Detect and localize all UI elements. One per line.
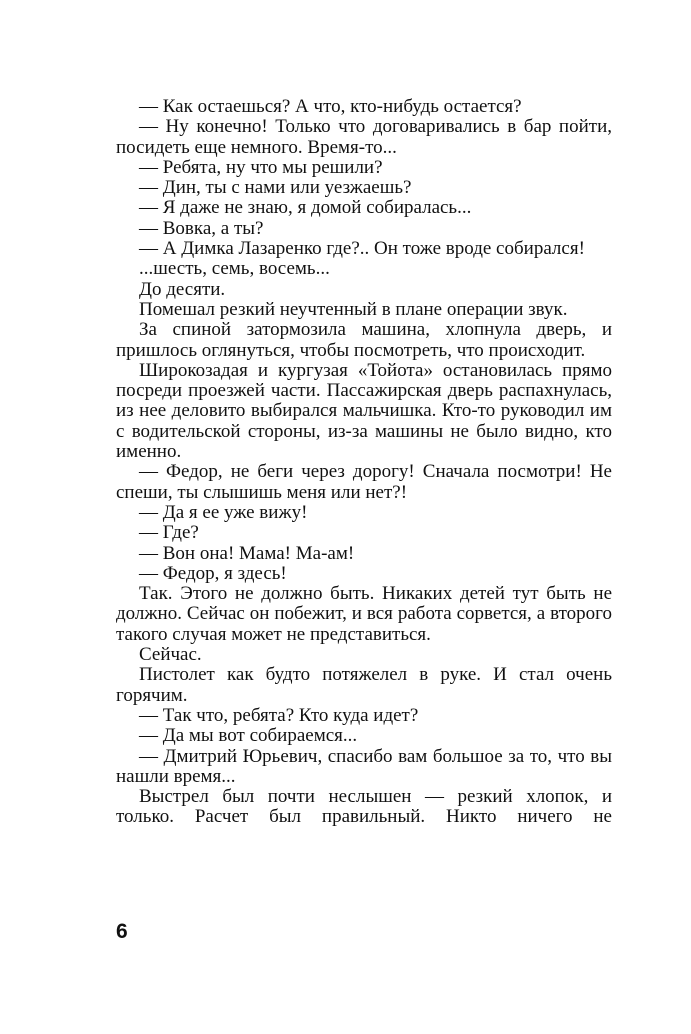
paragraph: ...шесть, семь, восемь... bbox=[139, 258, 330, 280]
paragraph: — Я даже не знаю, я домой собиралась... bbox=[139, 197, 472, 219]
paragraph: Так. Этого не должно быть. Никаких детей тут быть не должно. Сейчас он побежит, и вся работа сорвется, а второго такого случая может не представиться. bbox=[116, 583, 612, 645]
page-number: 6 bbox=[116, 920, 128, 943]
paragraph: До десяти. bbox=[139, 278, 226, 300]
paragraph: — Федор, не беги через дорогу! Сначала посмотри! Не спеши, ты слышишь меня или нет?! bbox=[116, 461, 612, 503]
paragraph: — Федор, я здесь! bbox=[139, 562, 287, 584]
paragraph: — Дин, ты с нами или уезжаешь? bbox=[139, 177, 412, 199]
paragraph: — Да я ее уже вижу! bbox=[139, 501, 308, 523]
paragraph: — Дмитрий Юрьевич, спасибо вам большое за то, что вы нашли время... bbox=[116, 745, 612, 787]
paragraph: — Где? bbox=[139, 522, 199, 544]
paragraph: Широкозадая и кургузая «Тойота» остановилась прямо посреди проезжей части. Пассажирская дверь распахнулась, из нее деловито выбирался мальчишка. Кто-то руководил им с водительской стороны, из-за машины не было видно, кто именно. bbox=[116, 359, 612, 463]
paragraph: — Да мы вот собираемся... bbox=[139, 725, 358, 747]
paragraph: — А Димка Лазаренко где?.. Он тоже вроде собирался! bbox=[139, 238, 585, 260]
paragraph: — Как остаешься? А что, кто-нибудь остается? bbox=[139, 96, 522, 117]
paragraph: — Вон она! Мама! Ма-ам! bbox=[139, 542, 355, 564]
paragraph: — Ребята, ну что мы решили? bbox=[139, 156, 383, 178]
paragraph: — Вовка, а ты? bbox=[139, 217, 264, 239]
paragraph: — Так что, ребята? Кто куда идет? bbox=[139, 704, 419, 726]
paragraph: За спиной затормозила машина, хлопнула дверь, и пришлось оглянуться, чтобы посмотреть, что происходит. bbox=[116, 319, 612, 361]
book-text bbox=[116, 97, 612, 828]
paragraph: Пистолет как будто потяжелел в руке. И стал очень горячим. bbox=[116, 664, 612, 706]
paragraph: Помешал резкий неучтенный в плане операции звук. bbox=[139, 298, 568, 320]
paragraph: Сейчас. bbox=[139, 644, 202, 666]
paragraph-last: Выстрел был почти неслышен — резкий хлопок, и только. Расчет был правильный. Никто ничего не bbox=[116, 786, 612, 828]
paragraph: — Ну конечно! Только что договаривались в бар пойти, посидеть еще немного. Время-то... bbox=[116, 116, 612, 158]
